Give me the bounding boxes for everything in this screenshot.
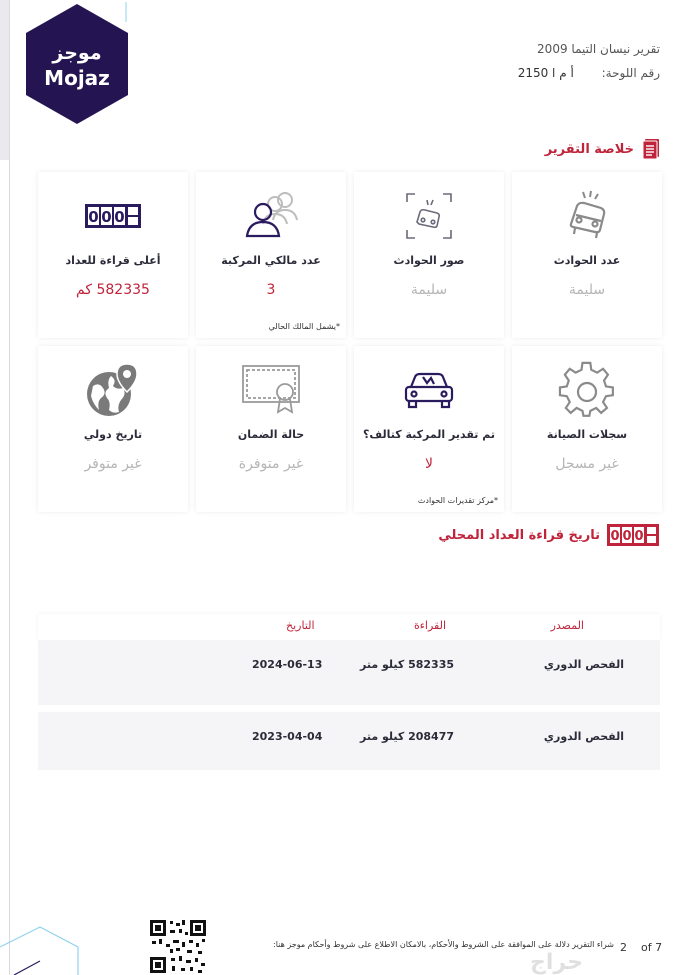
summary-title: خلاصة التقرير — [544, 141, 634, 157]
card-value: 3 — [266, 282, 276, 298]
svg-text:0: 0 — [101, 208, 112, 226]
column-date: التاريخ — [286, 619, 315, 632]
card-label: عدد الحوادث — [553, 254, 621, 267]
card-note: *مركز تقديرات الحوادث — [417, 496, 498, 505]
card-value: لا — [425, 456, 433, 472]
qr-code[interactable] — [148, 918, 208, 975]
plate-info — [518, 66, 660, 80]
card-label: حالة الضمان — [237, 428, 305, 441]
card-value: غير متوفر — [84, 456, 142, 472]
odometer-title: تاريخ قراءة العداد المحلي — [438, 527, 600, 543]
odometer-icon — [606, 522, 660, 548]
card-owners-count — [196, 172, 346, 338]
card-value: سليمة — [568, 282, 606, 298]
card-label: عدد مالكي المركبة — [221, 254, 321, 267]
row-date: 2024-06-13 — [252, 658, 323, 671]
svg-text:0: 0 — [610, 529, 620, 544]
card-accident-photos — [354, 172, 504, 338]
document-icon — [642, 138, 660, 160]
page-total: of 7 — [641, 941, 663, 954]
card-label: سجلات الصيانة — [546, 428, 628, 441]
table-row — [38, 640, 660, 705]
svg-text:0: 0 — [622, 529, 632, 544]
card-label: تاريخ دولي — [83, 428, 143, 441]
row-source: الفحص الدوري — [543, 730, 624, 743]
card-international-history — [38, 346, 188, 512]
report-title: تقرير نيسان التيما 2009 — [537, 42, 660, 56]
watermark: حراج — [530, 950, 583, 975]
odometer-section-title — [438, 522, 660, 548]
page-number — [620, 941, 662, 954]
certificate-icon — [196, 360, 346, 420]
plate-label: رقم اللوحة: — [601, 66, 660, 80]
column-source: المصدر — [550, 619, 584, 632]
card-accidents-count — [512, 172, 662, 338]
card-label: صور الحوادث — [393, 254, 465, 267]
plate-value: أ م ا 2150 — [517, 66, 574, 80]
svg-text:0: 0 — [88, 208, 99, 226]
summary-section-title — [545, 138, 660, 160]
odometer-icon — [38, 186, 188, 246]
column-reading: القراءة — [414, 619, 447, 632]
card-value: 582335 كم — [76, 282, 150, 298]
card-value: غير مسجل — [555, 456, 619, 472]
card-total-loss — [354, 346, 504, 512]
crashed-car-icon — [512, 186, 662, 246]
page-edge-line — [9, 0, 10, 975]
owners-icon — [196, 186, 346, 246]
damaged-car-icon — [354, 360, 504, 420]
card-warranty-status — [196, 346, 346, 512]
svg-text:0: 0 — [634, 529, 644, 544]
globe-pin-icon — [38, 360, 188, 420]
card-value: غير متوفرة — [238, 456, 304, 472]
footer-decoration — [0, 925, 80, 975]
logo-english: Mojaz — [44, 66, 110, 90]
page-current: 2 — [620, 941, 627, 954]
card-note: *يشمل المالك الحالي — [268, 322, 340, 331]
card-value: سليمة — [410, 282, 448, 298]
card-label: تم تقدير المركبة كتالف؟ — [363, 428, 495, 441]
footer-terms-note: شراء التقرير دلالة على الموافقة على الشروط والأحكام، بالامكان الاطلاع على شروط وأحكام موجز هنا: — [273, 940, 614, 949]
card-maintenance-records — [512, 346, 662, 512]
row-reading: 582335 كيلو متر — [360, 658, 455, 671]
card-max-odometer — [38, 172, 188, 338]
odometer-table-header — [38, 614, 660, 640]
row-date: 2023-04-04 — [252, 730, 323, 743]
gear-icon — [512, 360, 662, 420]
mojaz-logo — [22, 2, 132, 126]
card-label: أعلى قراءة للعداد — [65, 254, 161, 267]
logo-arabic: موجز — [52, 42, 102, 64]
row-reading: 208477 كيلو متر — [360, 730, 455, 743]
table-row — [38, 712, 660, 770]
car-photo-icon — [354, 186, 504, 246]
svg-text:0: 0 — [114, 208, 125, 226]
row-source: الفحص الدوري — [543, 658, 624, 671]
